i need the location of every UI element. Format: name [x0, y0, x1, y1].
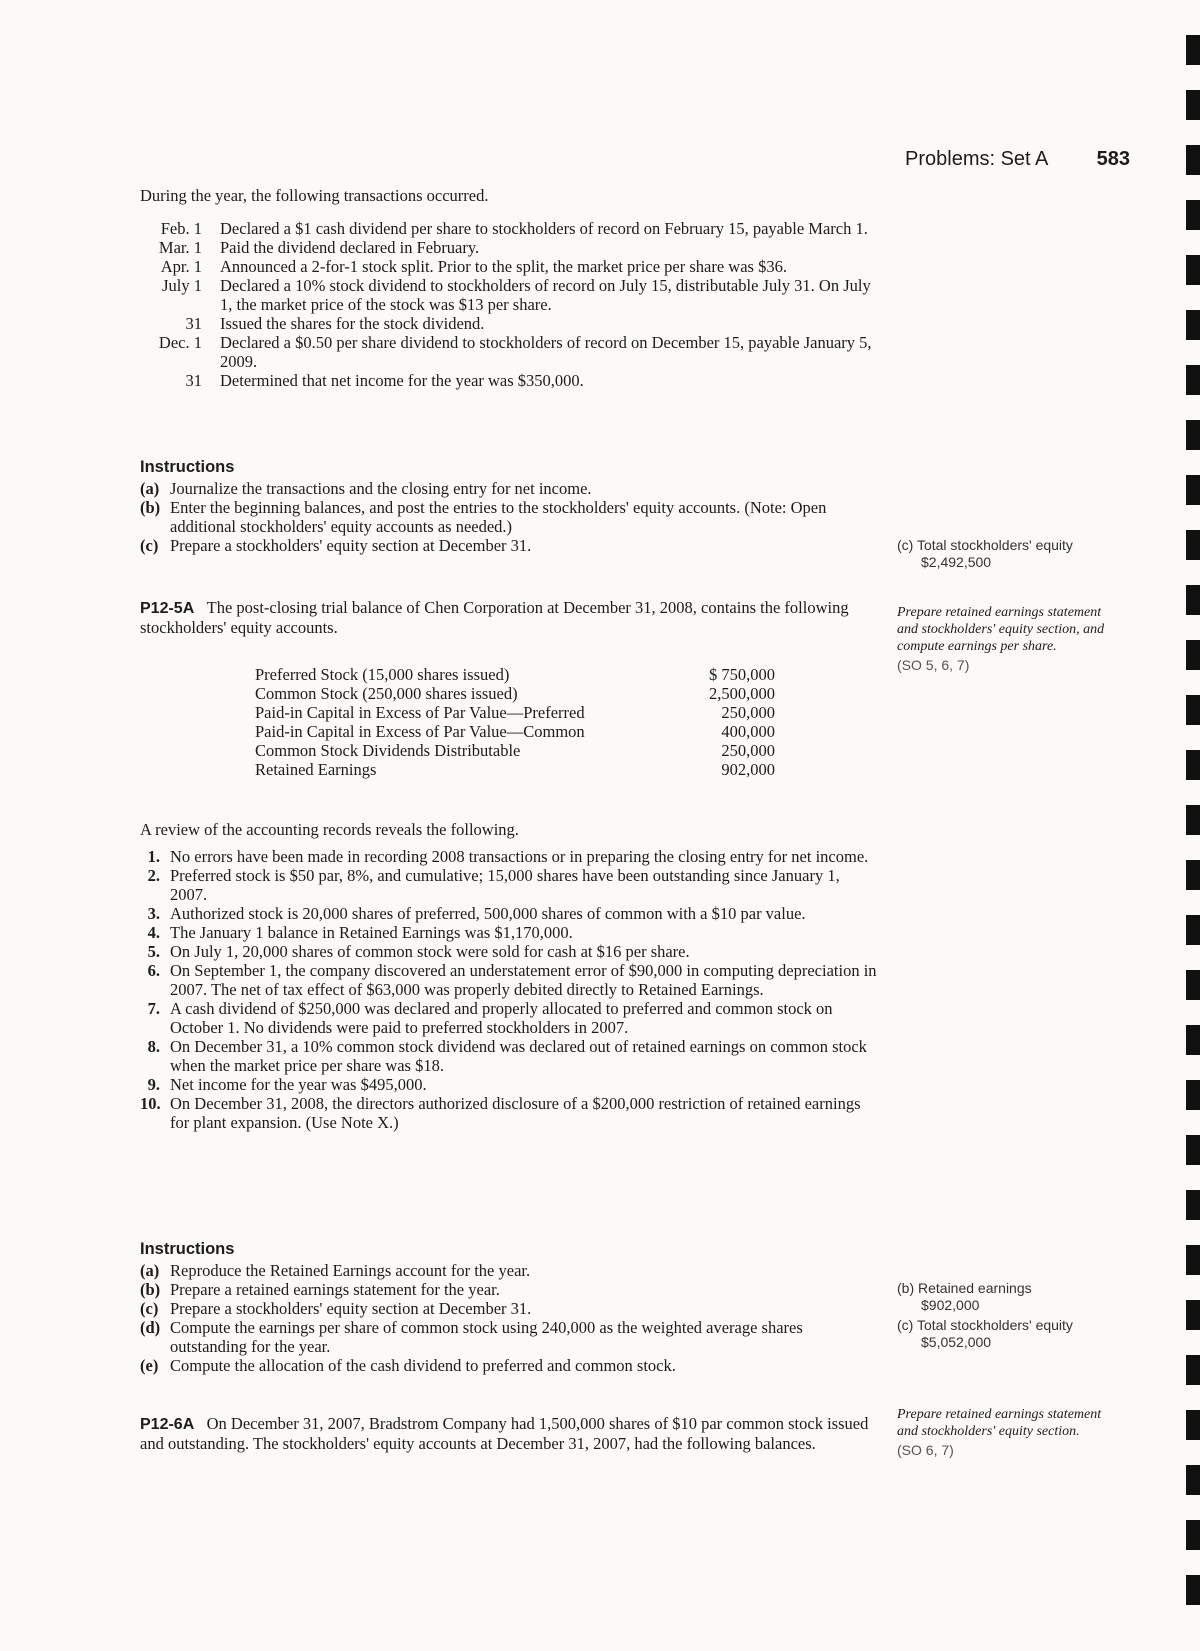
instruction-letter: (c)	[140, 536, 159, 555]
list-item	[140, 923, 880, 942]
instruction-letter: (a)	[140, 479, 160, 498]
transaction-date: Apr. 1	[160, 257, 202, 276]
table-row	[255, 665, 775, 684]
instruction-letter: (e)	[140, 1356, 159, 1375]
transaction-row	[140, 219, 880, 238]
instructions-heading: Instructions	[140, 1240, 235, 1258]
account-amount: 902,000	[721, 760, 775, 779]
account-amount: 400,000	[721, 722, 775, 741]
table-row	[255, 741, 775, 760]
list-item	[140, 847, 880, 866]
transaction-text: Announced a 2-for-1 stock split. Prior to the split, the market price per share was $36.	[220, 257, 787, 276]
transactions-section	[140, 186, 880, 390]
item-text: On December 31, 2008, the directors authorized disclosure of a $200,000 restriction of retained earnings for plant expansion. (Use Note X.)	[170, 1094, 861, 1132]
transaction-date: 31	[185, 371, 202, 390]
account-name: Paid-in Capital in Excess of Par Value—Preferred	[255, 703, 585, 722]
transaction-text: Declared a $1 cash dividend per share to stockholders of record on February 15, payable March 1.	[220, 219, 868, 238]
instruction-item	[140, 498, 880, 536]
problem-label: P12-6A	[140, 1416, 195, 1433]
account-name: Common Stock (250,000 shares issued)	[255, 684, 518, 703]
page-number: 583	[1096, 148, 1130, 170]
problem-text: On December 31, 2007, Bradstrom Company had 1,500,000 shares of $10 par common stock issued and outstanding. The stockholders' equity accounts at December 31, 2007, had the following balances.	[140, 1414, 869, 1453]
instructions-section-2	[140, 1240, 880, 1375]
spiral-binding	[1186, 0, 1200, 1651]
item-number: 8.	[147, 1037, 160, 1056]
list-item	[140, 866, 880, 904]
review-findings	[140, 820, 880, 1132]
instruction-letter: (b)	[140, 498, 161, 517]
instructions-heading: Instructions	[140, 458, 235, 476]
list-item	[140, 904, 880, 923]
item-text: On September 1, the company discovered an understatement error of $90,000 in computing depreciation in 2007. The net of tax effect of $63,000 was properly debited directly to Retained Earnings.	[170, 961, 877, 999]
instruction-item	[140, 536, 880, 555]
instruction-text: Reproduce the Retained Earnings account for the year.	[170, 1261, 531, 1280]
list-item	[140, 1037, 880, 1075]
table-row	[255, 703, 775, 722]
problem-12-6a	[140, 1414, 880, 1453]
list-item	[140, 1094, 880, 1132]
table-row	[255, 722, 775, 741]
transaction-date: July 1	[162, 276, 202, 295]
instruction-text: Prepare a retained earnings statement for the year.	[170, 1280, 500, 1299]
transaction-date: Mar. 1	[158, 238, 202, 257]
instruction-text: Enter the beginning balances, and post the entries to the stockholders' equity accounts. (Note: Open additional stockholders' equity accounts as needed.)	[170, 498, 827, 536]
item-text: The January 1 balance in Retained Earnings was $1,170,000.	[170, 923, 573, 942]
instruction-text: Prepare a stockholders' equity section at December 31.	[170, 536, 532, 555]
transaction-text: Determined that net income for the year was $350,000.	[220, 371, 584, 390]
instruction-text: Compute the allocation of the cash dividend to preferred and common stock.	[170, 1356, 676, 1375]
transaction-date: Dec. 1	[158, 333, 202, 352]
transaction-row	[140, 257, 880, 276]
table-row	[255, 684, 775, 703]
instruction-text: Compute the earnings per share of common stock using 240,000 as the weighted average shares outstanding for the year.	[170, 1318, 803, 1356]
answer-note-retained-earnings	[897, 1280, 1122, 1314]
transaction-row	[140, 333, 880, 371]
item-text: On December 31, a 10% common stock dividend was declared out of retained earnings on common stock when the market price per share was $18.	[170, 1037, 867, 1075]
item-number: 6.	[147, 961, 160, 980]
instruction-item	[140, 1356, 880, 1375]
instructions-section-1	[140, 458, 880, 555]
note-value: $5,052,000	[921, 1334, 992, 1350]
section-title: Problems: Set A	[905, 148, 1049, 170]
transaction-text: Paid the dividend declared in February.	[220, 238, 480, 257]
problem-text: The post-closing trial balance of Chen Corporation at December 31, 2008, contains the following stockholders' equity accounts.	[140, 598, 849, 637]
item-text: No errors have been made in recording 2008 transactions or in preparing the closing entry for net income.	[170, 847, 869, 866]
item-number: 10.	[140, 1094, 161, 1113]
transactions-intro: During the year, the following transactions occurred.	[140, 186, 489, 205]
note-value: $902,000	[921, 1297, 980, 1313]
account-name: Preferred Stock (15,000 shares issued)	[255, 665, 510, 684]
account-amount: 2,500,000	[709, 684, 775, 703]
item-number: 1.	[147, 847, 160, 866]
instruction-letter: (c)	[140, 1299, 159, 1318]
instruction-letter: (a)	[140, 1261, 160, 1280]
study-objective-ref: (SO 5, 6, 7)	[897, 657, 970, 673]
item-number: 4.	[147, 923, 160, 942]
problem-12-5a-intro	[140, 598, 880, 637]
note-value: $2,492,500	[921, 554, 992, 570]
item-text: Authorized stock is 20,000 shares of preferred, 500,000 shares of common with a $10 par value.	[170, 904, 806, 923]
answer-note-total-equity-1	[897, 537, 1122, 571]
item-text: Preferred stock is $50 par, 8%, and cumulative; 15,000 shares have been outstanding since January 1, 2007.	[170, 866, 840, 904]
item-number: 3.	[147, 904, 160, 923]
list-item	[140, 942, 880, 961]
note-line: (c) Total stockholders' equity	[897, 1317, 1073, 1333]
instruction-item	[140, 1280, 880, 1299]
transaction-date: 31	[185, 314, 202, 333]
objective-text: Prepare retained earnings statement and stockholders' equity section, and compute earnings per share.	[897, 605, 1105, 654]
study-objective-ref: (SO 6, 7)	[897, 1442, 954, 1458]
item-number: 5.	[147, 942, 160, 961]
instruction-text: Prepare a stockholders' equity section at December 31.	[170, 1299, 532, 1318]
instruction-text: Journalize the transactions and the closing entry for net income.	[170, 479, 592, 498]
review-intro: A review of the accounting records reveals the following.	[140, 820, 519, 839]
account-amount: $ 750,000	[709, 665, 775, 684]
item-number: 2.	[147, 866, 160, 885]
instruction-item	[140, 1318, 880, 1356]
instruction-item	[140, 1299, 880, 1318]
note-line: (b) Retained earnings	[897, 1280, 1032, 1296]
learning-objective-1	[897, 604, 1122, 674]
account-name: Paid-in Capital in Excess of Par Value—Common	[255, 722, 585, 741]
item-text: Net income for the year was $495,000.	[170, 1075, 427, 1094]
trial-balance-table	[255, 665, 775, 779]
transaction-text: Declared a $0.50 per share dividend to stockholders of record on December 15, payable January 5, 2009.	[220, 333, 872, 371]
list-item	[140, 961, 880, 999]
instruction-item	[140, 479, 880, 498]
instruction-letter: (d)	[140, 1318, 161, 1337]
transaction-text: Issued the shares for the stock dividend.	[220, 314, 485, 333]
list-item	[140, 999, 880, 1037]
transaction-text: Declared a 10% stock dividend to stockholders of record on July 15, distributable July 31. On July 1, the market price of the stock was $13 per share.	[220, 276, 871, 314]
account-name: Common Stock Dividends Distributable	[255, 741, 521, 760]
account-name: Retained Earnings	[255, 760, 377, 779]
instruction-letter: (b)	[140, 1280, 161, 1299]
item-text: A cash dividend of $250,000 was declared and properly allocated to preferred and common stock on October 1. No dividends were paid to preferred stockholders in 2007.	[170, 999, 833, 1037]
transaction-row	[140, 314, 880, 333]
item-number: 7.	[147, 999, 160, 1018]
transaction-date: Feb. 1	[160, 219, 202, 238]
learning-objective-2	[897, 1406, 1122, 1459]
table-row	[255, 760, 775, 779]
transaction-row	[140, 238, 880, 257]
list-item	[140, 1075, 880, 1094]
item-text: On July 1, 20,000 shares of common stock were sold for cash at $16 per share.	[170, 942, 690, 961]
account-amount: 250,000	[721, 741, 775, 760]
note-line: (c) Total stockholders' equity	[897, 537, 1073, 553]
answer-note-total-equity-2	[897, 1317, 1122, 1351]
instruction-item	[140, 1261, 880, 1280]
transaction-row	[140, 276, 880, 314]
item-number: 9.	[147, 1075, 160, 1094]
account-amount: 250,000	[721, 703, 775, 722]
objective-text: Prepare retained earnings statement and stockholders' equity section.	[897, 1407, 1102, 1439]
problem-label: P12-5A	[140, 600, 195, 617]
transaction-row	[140, 371, 880, 390]
